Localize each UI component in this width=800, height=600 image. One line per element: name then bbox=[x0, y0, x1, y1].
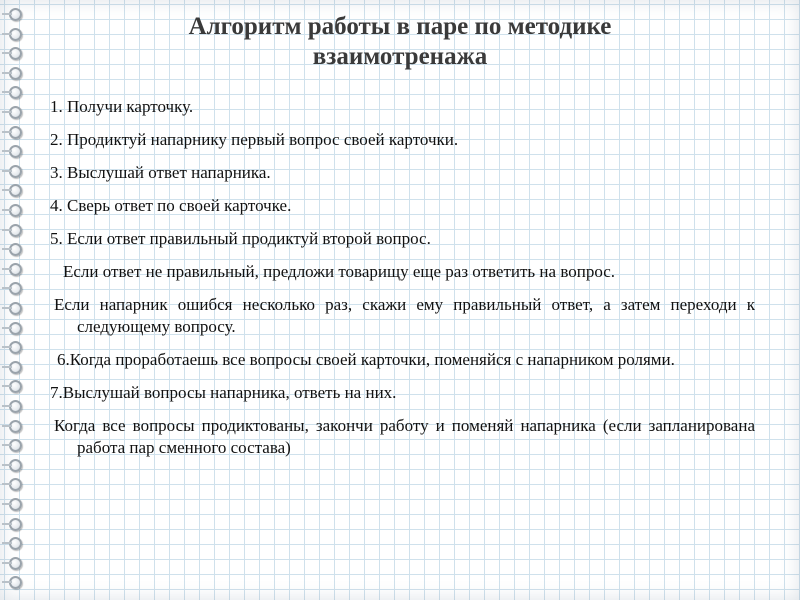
list-item: 1. Получи карточку. bbox=[50, 97, 194, 116]
binding-ring-icon bbox=[9, 184, 22, 197]
binding-ring-icon bbox=[9, 537, 22, 550]
binding-ring-icon bbox=[9, 380, 22, 393]
binding-ring-icon bbox=[9, 420, 22, 433]
list-item: 2. Продиктуй напарнику первый вопрос своей карточки. bbox=[50, 130, 459, 149]
list-item: 4. Сверь ответ по своей карточке. bbox=[50, 196, 292, 215]
binding-ring-icon bbox=[9, 106, 22, 119]
binding-ring-icon bbox=[9, 302, 22, 315]
binding-ring-icon bbox=[9, 518, 22, 531]
notebook-binding bbox=[0, 0, 30, 600]
algorithm-list bbox=[50, 96, 755, 470]
binding-ring-icon bbox=[9, 263, 22, 276]
binding-ring-icon bbox=[9, 47, 22, 60]
binding-ring-icon bbox=[9, 322, 22, 335]
binding-ring-icon bbox=[9, 67, 22, 80]
binding-ring-icon bbox=[9, 439, 22, 452]
binding-ring-icon bbox=[9, 576, 22, 589]
list-item: Когда все вопросы продиктованы, закончи работу и поменяй напарника (если запланирована работа пар сменного состава) bbox=[54, 416, 755, 457]
binding-ring-icon bbox=[9, 459, 22, 472]
list-item: Если ответ не правильный, предложи товарищу еще раз ответить на вопрос. bbox=[63, 262, 616, 281]
binding-ring-icon bbox=[9, 243, 22, 256]
binding-ring-icon bbox=[9, 498, 22, 511]
title-line-2: взаимотренажа bbox=[312, 43, 488, 70]
binding-ring-icon bbox=[9, 400, 22, 413]
binding-ring-icon bbox=[9, 557, 22, 570]
list-item: 5. Если ответ правильный продиктуй второй вопрос. bbox=[50, 229, 431, 248]
binding-ring-icon bbox=[9, 126, 22, 139]
binding-ring-icon bbox=[9, 28, 22, 41]
binding-ring-icon bbox=[9, 341, 22, 354]
binding-ring-icon bbox=[9, 86, 22, 99]
page-title bbox=[60, 12, 740, 72]
list-item: 3. Выслушай ответ напарника. bbox=[50, 163, 271, 182]
list-item: 6.Когда проработаешь все вопросы своей карточки, поменяйся с напарником ролями. bbox=[57, 350, 675, 369]
binding-ring-icon bbox=[9, 145, 22, 158]
list-item: Если напарник ошибся несколько раз, скажи ему правильный ответ, а затем переходи к следующему вопросу. bbox=[54, 295, 755, 336]
list-item: 7.Выслушай вопросы напарника, ответь на них. bbox=[50, 383, 397, 402]
binding-ring-icon bbox=[9, 361, 22, 374]
binding-ring-icon bbox=[9, 478, 22, 491]
binding-ring-icon bbox=[9, 165, 22, 178]
binding-ring-icon bbox=[9, 282, 22, 295]
title-line-1: Алгоритм работы в паре по методике bbox=[188, 13, 612, 40]
binding-ring-icon bbox=[9, 224, 22, 237]
binding-ring-icon bbox=[9, 8, 22, 21]
binding-ring-icon bbox=[9, 204, 22, 217]
